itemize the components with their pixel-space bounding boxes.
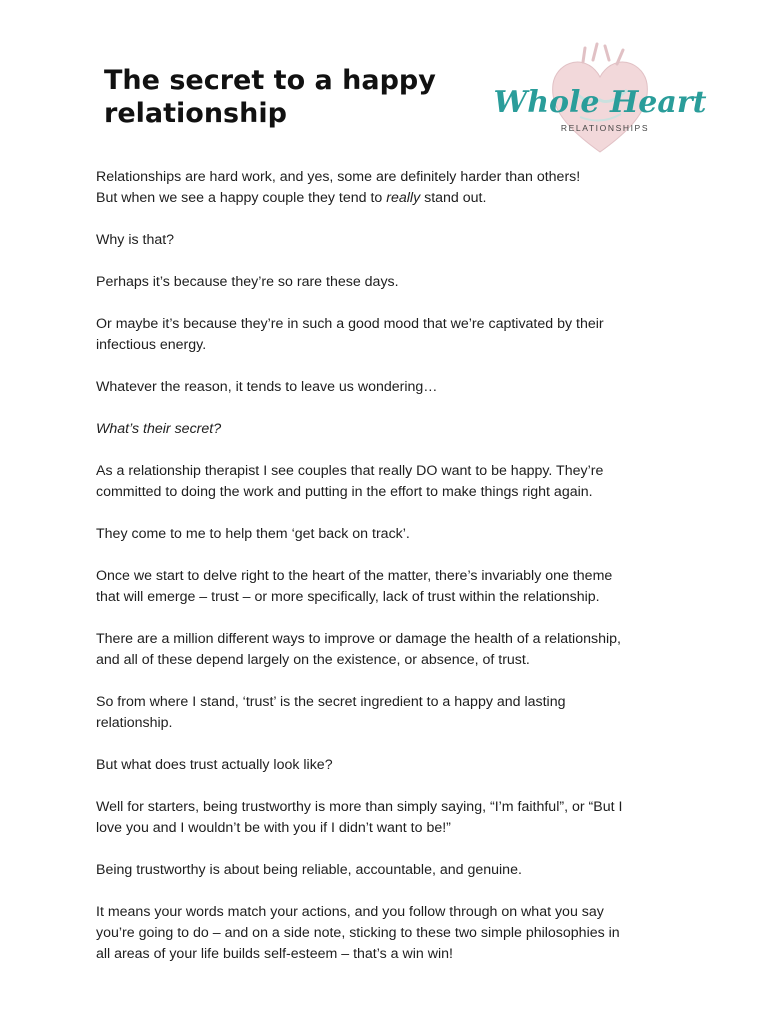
paragraph [96, 377, 696, 398]
text-line: There are a million different ways to improve or damage the health of a relationship, [96, 631, 621, 647]
text-line: infectious energy. [96, 337, 207, 353]
paragraph [96, 566, 696, 608]
paragraph [96, 692, 696, 734]
article-body [96, 167, 696, 986]
text-line: relationship. [96, 715, 173, 731]
text-line: It means your words match your actions, and you follow through on what you say [96, 904, 604, 920]
whole-heart-logo [493, 42, 707, 162]
paragraph [96, 272, 696, 293]
text-line: Or maybe it’s because they’re in such a good mood that we’re captivated by their [96, 316, 604, 332]
text-run: stand out. [420, 190, 487, 206]
text-line: Perhaps it’s because they’re so rare these days. [96, 274, 399, 290]
text-line: They come to me to help them ‘get back on track’. [96, 526, 410, 542]
text-line: So from where I stand, ‘trust’ is the secret ingredient to a happy and lasting [96, 694, 566, 710]
text-line: all areas of your life builds self-esteem – that’s a win win! [96, 946, 453, 962]
paragraph [96, 902, 696, 965]
text-line: love you and I wouldn’t be with you if I didn’t want to be!” [96, 820, 451, 836]
text-line: you’re going to do – and on a side note, sticking to these two simple philosophies in [96, 925, 620, 941]
paragraph [96, 230, 696, 251]
paragraph [96, 461, 696, 503]
emphasis-text: really [386, 190, 421, 206]
paragraph [96, 860, 696, 881]
text-line: But what does trust actually look like? [96, 757, 333, 773]
text-line: Being trustworthy is about being reliable, accountable, and genuine. [96, 862, 522, 878]
paragraph-italic [96, 419, 696, 440]
text-line: Why is that? [96, 232, 175, 248]
text-line: Well for starters, being trustworthy is more than simply saying, “I’m faithful”, or “But I [96, 799, 623, 815]
text-line: Once we start to delve right to the heart of the matter, there’s invariably one theme [96, 568, 613, 584]
text-line [96, 188, 696, 209]
paragraph [96, 167, 696, 209]
paragraph [96, 755, 696, 776]
title-line-2: relationship [104, 98, 287, 129]
text-line: Relationships are hard work, and yes, some are definitely harder than others! [96, 169, 581, 185]
paragraph [96, 524, 696, 545]
text-line: and all of these depend largely on the existence, or absence, of trust. [96, 652, 530, 668]
text-line: Whatever the reason, it tends to leave us wondering… [96, 379, 438, 395]
paragraph [96, 314, 696, 356]
logo-graphic [493, 42, 707, 162]
text-line: committed to doing the work and putting in the effort to make things right again. [96, 484, 593, 500]
title-line-1: The secret to a happy [104, 65, 436, 96]
text-line: As a relationship therapist I see couples that really DO want to be happy. They’re [96, 463, 604, 479]
text-run: But when we see a happy couple they tend to [96, 190, 387, 206]
paragraph [96, 797, 696, 839]
logo-script-text: Whole Heart [493, 85, 707, 120]
text-line: that will emerge – trust – or more specifically, lack of trust within the relationship. [96, 589, 600, 605]
text-line: What’s their secret? [96, 421, 222, 437]
paragraph [96, 629, 696, 671]
logo-subtitle: RELATIONSHIPS [560, 123, 650, 133]
page-title [104, 64, 484, 130]
